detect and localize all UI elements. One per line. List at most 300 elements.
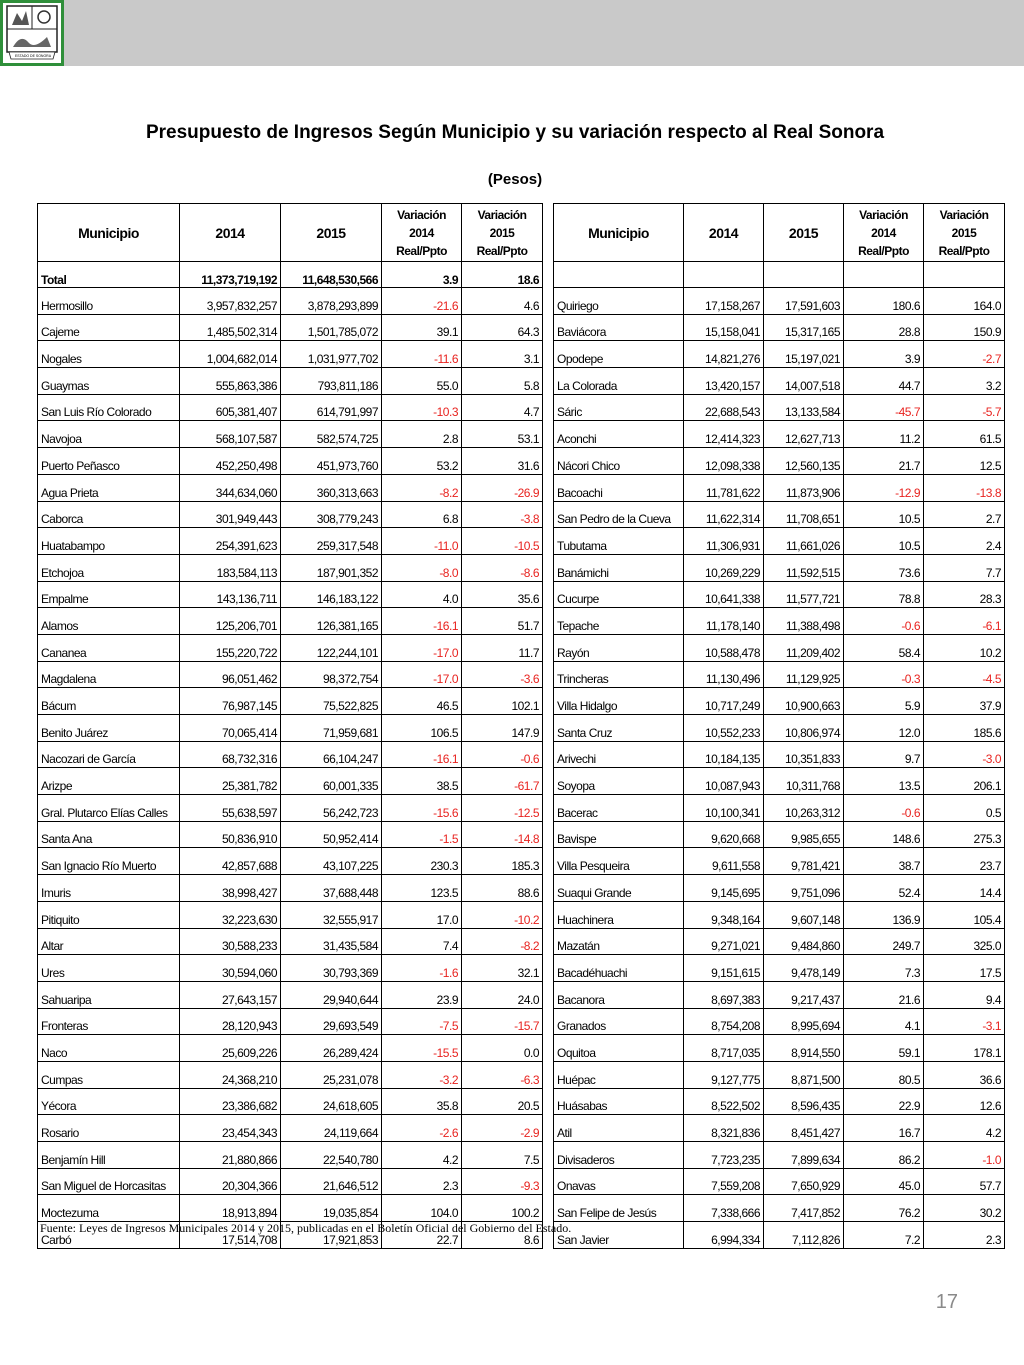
value-2014-cell: 17,158,267 (684, 288, 764, 315)
table-row (38, 875, 543, 902)
value-2014-cell: 11,130,496 (684, 661, 764, 688)
variation-2015-cell: 2.3 (924, 1222, 1005, 1249)
variation-2014-cell: 2.8 (382, 421, 462, 448)
municipio-cell: Onavas (554, 1168, 684, 1195)
variation-2014-cell: 21.6 (844, 981, 924, 1008)
value-2015-cell: 56,242,723 (281, 795, 382, 822)
value-2015-cell: 9,607,148 (764, 901, 844, 928)
value-2015-cell: 10,900,663 (764, 688, 844, 715)
variation-2015-cell: -26.9 (462, 474, 543, 501)
municipio-cell: San Ignacio Río Muerto (38, 848, 180, 875)
municipio-cell: Nogales (38, 341, 180, 368)
value-2014-cell: 28,120,943 (180, 1008, 281, 1035)
variation-2014-cell: 123.5 (382, 875, 462, 902)
table-row (38, 528, 543, 555)
value-2014-cell: 7,723,235 (684, 1142, 764, 1169)
value-2015-cell: 11,209,402 (764, 634, 844, 661)
value-2014-cell: 15,158,041 (684, 314, 764, 341)
table-row (38, 1008, 543, 1035)
variation-2014-cell: 3.9 (844, 341, 924, 368)
municipio-cell: San Luis Río Colorado (38, 394, 180, 421)
value-2014-cell: 10,100,341 (684, 795, 764, 822)
variation-2014-cell: -12.9 (844, 474, 924, 501)
variation-2014-cell: -2.6 (382, 1115, 462, 1142)
table-row (38, 314, 543, 341)
municipio-cell: Bacerac (554, 795, 684, 822)
variation-2015-cell: 51.7 (462, 608, 543, 635)
value-2015-cell: 10,351,833 (764, 741, 844, 768)
value-2015-cell: 7,650,929 (764, 1168, 844, 1195)
variation-2014-cell: 10.5 (844, 528, 924, 555)
municipio-cell: Tepache (554, 608, 684, 635)
municipio-cell: San Pedro de la Cueva (554, 501, 684, 528)
variation-2014-cell: 106.5 (382, 715, 462, 742)
value-2014-cell: 143,136,711 (180, 581, 281, 608)
variation-2015-cell: 37.9 (924, 688, 1005, 715)
municipio-cell: Santa Ana (38, 821, 180, 848)
value-2014-cell: 11,178,140 (684, 608, 764, 635)
table-row (554, 608, 1005, 635)
value-2015-cell: 17,921,853 (281, 1222, 382, 1249)
value-2014-cell: 11,622,314 (684, 501, 764, 528)
value-2015-cell: 24,618,605 (281, 1088, 382, 1115)
variation-2015-cell: -12.5 (462, 795, 543, 822)
variation-2015-cell: 14.4 (924, 875, 1005, 902)
variation-2015-cell: -0.6 (462, 741, 543, 768)
value-2015-cell: 1,501,785,072 (281, 314, 382, 341)
value-2014-cell: 50,836,910 (180, 821, 281, 848)
municipio-cell: Divisaderos (554, 1142, 684, 1169)
value-2014-cell: 8,697,383 (684, 981, 764, 1008)
header-2014: 2014 (180, 204, 281, 262)
variation-2015-cell: -6.1 (924, 608, 1005, 635)
table-row (38, 661, 543, 688)
variation-2015-cell: 102.1 (462, 688, 543, 715)
table-row (38, 1035, 543, 1062)
value-2015-cell: 7,112,826 (764, 1222, 844, 1249)
variation-2015-cell: 5.8 (462, 368, 543, 395)
variation-2015-cell: 8.6 (462, 1222, 543, 1249)
variation-2014-cell: 16.7 (844, 1115, 924, 1142)
municipio-cell: Arivechi (554, 741, 684, 768)
value-2014-cell: 568,107,587 (180, 421, 281, 448)
table-row (38, 821, 543, 848)
variation-2015-cell: 35.6 (462, 581, 543, 608)
value-2015-cell: 9,217,437 (764, 981, 844, 1008)
value-2015-cell: 8,451,427 (764, 1115, 844, 1142)
variation-2015-cell: 12.5 (924, 448, 1005, 475)
value-2015-cell: 21,646,512 (281, 1168, 382, 1195)
value-2015-cell: 30,793,369 (281, 955, 382, 982)
municipio-cell: Bavispe (554, 821, 684, 848)
value-2015-cell: 29,940,644 (281, 981, 382, 1008)
value-2014-cell: 11,306,931 (684, 528, 764, 555)
variation-2014-cell: 249.7 (844, 928, 924, 955)
variation-2014-cell: -16.1 (382, 608, 462, 635)
value-2015-cell: 10,806,974 (764, 715, 844, 742)
variation-2015-cell: 9.4 (924, 981, 1005, 1008)
value-2015-cell: 32,555,917 (281, 901, 382, 928)
variation-2015-cell: -4.5 (924, 661, 1005, 688)
municipio-cell: Opodepe (554, 341, 684, 368)
logo-caption: ESTADO DE SONORA (14, 54, 52, 58)
municipio-cell: Altar (38, 928, 180, 955)
value-2015-cell: 71,959,681 (281, 715, 382, 742)
value-2014-cell: 6,994,334 (684, 1222, 764, 1249)
value-2015-cell: 122,244,101 (281, 634, 382, 661)
table-row (38, 581, 543, 608)
variation-2014-cell: 52.4 (844, 875, 924, 902)
variation-2015-cell: 3.2 (924, 368, 1005, 395)
value-2014-cell: 22,688,543 (684, 394, 764, 421)
header-municipio: Municipio (38, 204, 180, 262)
value-2015-cell: 8,871,500 (764, 1061, 844, 1088)
value-2015-cell: 17,591,603 (764, 288, 844, 315)
table-row (554, 1115, 1005, 1142)
variation-2015-cell: -5.7 (924, 394, 1005, 421)
municipio-cell: San Felipe de Jesús (554, 1195, 684, 1222)
value-2015-cell: 14,007,518 (764, 368, 844, 395)
table-row (554, 821, 1005, 848)
table-row (38, 501, 543, 528)
variation-2015-cell: 325.0 (924, 928, 1005, 955)
table-row (38, 688, 543, 715)
municipio-cell: Pitiquito (38, 901, 180, 928)
municipio-cell: Benito Juárez (38, 715, 180, 742)
variation-2014-cell: -15.6 (382, 795, 462, 822)
table-row (554, 554, 1005, 581)
total-2015: 11,648,530,566 (281, 262, 382, 288)
municipio-cell: Guaymas (38, 368, 180, 395)
value-2014-cell: 9,611,558 (684, 848, 764, 875)
variation-2014-cell: 7.4 (382, 928, 462, 955)
municipio-cell: Santa Cruz (554, 715, 684, 742)
table-row (38, 795, 543, 822)
value-2015-cell: 22,540,780 (281, 1142, 382, 1169)
table-row (38, 608, 543, 635)
variation-2014-cell: -15.5 (382, 1035, 462, 1062)
variation-2015-cell: 2.7 (924, 501, 1005, 528)
value-2014-cell: 8,717,035 (684, 1035, 764, 1062)
municipio-cell: Sahuaripa (38, 981, 180, 1008)
value-2015-cell: 37,688,448 (281, 875, 382, 902)
variation-2015-cell: 4.6 (462, 288, 543, 315)
variation-2014-cell: 2.3 (382, 1168, 462, 1195)
municipio-cell: Fronteras (38, 1008, 180, 1035)
variation-2015-cell: -9.3 (462, 1168, 543, 1195)
table-row (554, 741, 1005, 768)
table-row (554, 448, 1005, 475)
municipio-cell: Cajeme (38, 314, 180, 341)
variation-2014-cell: -16.1 (382, 741, 462, 768)
municipio-cell: Puerto Peñasco (38, 448, 180, 475)
variation-2015-cell: -8.6 (462, 554, 543, 581)
variation-2014-cell: -11.6 (382, 341, 462, 368)
table-row (38, 848, 543, 875)
variation-2014-cell: 17.0 (382, 901, 462, 928)
variation-2015-cell: 7.7 (924, 554, 1005, 581)
value-2014-cell: 9,620,668 (684, 821, 764, 848)
value-2014-cell: 8,754,208 (684, 1008, 764, 1035)
municipio-cell: Agua Prieta (38, 474, 180, 501)
value-2014-cell: 76,987,145 (180, 688, 281, 715)
value-2014-cell: 9,271,021 (684, 928, 764, 955)
municipio-cell: Banámichi (554, 554, 684, 581)
table-row (554, 901, 1005, 928)
variation-2015-cell: 2.4 (924, 528, 1005, 555)
right-budget-table (553, 203, 1005, 1249)
variation-2014-cell: 39.1 (382, 314, 462, 341)
state-logo-frame (0, 0, 64, 66)
municipio-cell: Hermosillo (38, 288, 180, 315)
municipio-cell: Nacozari de García (38, 741, 180, 768)
table-row (554, 394, 1005, 421)
value-2014-cell: 555,863,386 (180, 368, 281, 395)
value-2014-cell: 38,998,427 (180, 875, 281, 902)
value-2014-cell: 11,781,622 (684, 474, 764, 501)
value-2014-cell: 9,348,164 (684, 901, 764, 928)
value-2015-cell: 11,129,925 (764, 661, 844, 688)
value-2015-cell: 614,791,997 (281, 394, 382, 421)
municipio-cell: Magdalena (38, 661, 180, 688)
municipio-cell: Etchojoa (38, 554, 180, 581)
variation-2014-cell: -1.6 (382, 955, 462, 982)
variation-2015-cell: 61.5 (924, 421, 1005, 448)
variation-2015-cell: -8.2 (462, 928, 543, 955)
variation-2015-cell: -13.8 (924, 474, 1005, 501)
variation-2015-cell: 185.6 (924, 715, 1005, 742)
value-2015-cell: 11,873,906 (764, 474, 844, 501)
table-row (38, 741, 543, 768)
left-table-body (38, 288, 543, 1249)
municipio-cell: Ures (38, 955, 180, 982)
variation-2015-cell: -10.2 (462, 901, 543, 928)
variation-2014-cell: 28.8 (844, 314, 924, 341)
variation-2015-cell: 17.5 (924, 955, 1005, 982)
value-2015-cell: 360,313,663 (281, 474, 382, 501)
value-2015-cell: 9,478,149 (764, 955, 844, 982)
variation-2015-cell: -2.7 (924, 341, 1005, 368)
value-2015-cell: 793,811,186 (281, 368, 382, 395)
variation-2014-cell: 38.5 (382, 768, 462, 795)
variation-2015-cell: -14.8 (462, 821, 543, 848)
variation-2014-cell: 86.2 (844, 1142, 924, 1169)
municipio-cell: Sáric (554, 394, 684, 421)
variation-2014-cell: 10.5 (844, 501, 924, 528)
municipio-cell: La Colorada (554, 368, 684, 395)
municipio-cell: Alamos (38, 608, 180, 635)
value-2014-cell: 27,643,157 (180, 981, 281, 1008)
municipio-cell: Rayón (554, 634, 684, 661)
table-row (554, 421, 1005, 448)
value-2015-cell: 31,435,584 (281, 928, 382, 955)
table-row (554, 1061, 1005, 1088)
variation-2014-cell: 104.0 (382, 1195, 462, 1222)
variation-2015-cell: 57.7 (924, 1168, 1005, 1195)
variation-2015-cell: 32.1 (462, 955, 543, 982)
municipio-cell: Benjamín Hill (38, 1142, 180, 1169)
municipio-cell: Navojoa (38, 421, 180, 448)
value-2015-cell: 11,592,515 (764, 554, 844, 581)
variation-2015-cell: 0.5 (924, 795, 1005, 822)
header-variacion-2015: Variación 2015 Real/Ppto (462, 204, 543, 262)
variation-2014-cell: -17.0 (382, 634, 462, 661)
value-2014-cell: 3,957,832,257 (180, 288, 281, 315)
table-row (554, 501, 1005, 528)
variation-2014-cell: 80.5 (844, 1061, 924, 1088)
table-row (38, 928, 543, 955)
municipio-cell: Bacadéhuachi (554, 955, 684, 982)
value-2015-cell: 11,661,026 (764, 528, 844, 555)
municipio-cell: Carbó (38, 1222, 180, 1249)
municipio-cell: Bácum (38, 688, 180, 715)
variation-2015-cell: 88.6 (462, 875, 543, 902)
value-2015-cell: 9,484,860 (764, 928, 844, 955)
table-row (38, 554, 543, 581)
municipio-cell: Villa Hidalgo (554, 688, 684, 715)
right-table-body (554, 288, 1005, 1249)
municipio-cell: Oquitoa (554, 1035, 684, 1062)
value-2014-cell: 42,857,688 (180, 848, 281, 875)
table-row (38, 341, 543, 368)
variation-2014-cell: 46.5 (382, 688, 462, 715)
table-row (38, 1115, 543, 1142)
table-row (554, 981, 1005, 1008)
header-bar (0, 0, 1024, 66)
table-row (38, 634, 543, 661)
value-2014-cell: 10,087,943 (684, 768, 764, 795)
value-2014-cell: 17,514,708 (180, 1222, 281, 1249)
page-subtitle: (Pesos) (487, 171, 543, 188)
value-2014-cell: 23,454,343 (180, 1115, 281, 1142)
value-2014-cell: 9,145,695 (684, 875, 764, 902)
value-2014-cell: 7,559,208 (684, 1168, 764, 1195)
municipio-cell: Mazatán (554, 928, 684, 955)
value-2015-cell: 19,035,854 (281, 1195, 382, 1222)
value-2015-cell: 26,289,424 (281, 1035, 382, 1062)
value-2014-cell: 155,220,722 (180, 634, 281, 661)
value-2015-cell: 7,899,634 (764, 1142, 844, 1169)
value-2015-cell: 9,781,421 (764, 848, 844, 875)
variation-2015-cell: -10.5 (462, 528, 543, 555)
municipio-cell: Huachinera (554, 901, 684, 928)
table-row (38, 368, 543, 395)
value-2015-cell: 9,985,655 (764, 821, 844, 848)
value-2015-cell: 98,372,754 (281, 661, 382, 688)
table-row (554, 1142, 1005, 1169)
municipio-cell: Villa Pesqueira (554, 848, 684, 875)
value-2014-cell: 10,641,338 (684, 581, 764, 608)
page-number: 17 (935, 1291, 958, 1313)
value-2015-cell: 13,133,584 (764, 394, 844, 421)
variation-2015-cell: 4.2 (924, 1115, 1005, 1142)
value-2015-cell: 29,693,549 (281, 1008, 382, 1035)
value-2015-cell: 8,914,550 (764, 1035, 844, 1062)
value-2014-cell: 25,381,782 (180, 768, 281, 795)
value-2014-cell: 125,206,701 (180, 608, 281, 635)
variation-2015-cell: -3.8 (462, 501, 543, 528)
municipio-cell: Granados (554, 1008, 684, 1035)
value-2014-cell: 8,321,836 (684, 1115, 764, 1142)
value-2015-cell: 10,263,312 (764, 795, 844, 822)
municipio-cell: Moctezuma (38, 1195, 180, 1222)
table-row (38, 474, 543, 501)
variation-2014-cell: -7.5 (382, 1008, 462, 1035)
value-2015-cell: 25,231,078 (281, 1061, 382, 1088)
municipio-cell: Huatabampo (38, 528, 180, 555)
header-2015: 2015 (281, 204, 382, 262)
table-row (38, 448, 543, 475)
header-variacion-2014: Variación 2014 Real/Ppto (382, 204, 462, 262)
variation-2014-cell: 4.2 (382, 1142, 462, 1169)
variation-2014-cell: -10.3 (382, 394, 462, 421)
variation-2015-cell: 20.5 (462, 1088, 543, 1115)
value-2015-cell: 9,751,096 (764, 875, 844, 902)
variation-2015-cell: -6.3 (462, 1061, 543, 1088)
value-2014-cell: 68,732,316 (180, 741, 281, 768)
value-2014-cell: 605,381,407 (180, 394, 281, 421)
value-2015-cell: 1,031,977,702 (281, 341, 382, 368)
table-row (38, 955, 543, 982)
value-2014-cell: 70,065,414 (180, 715, 281, 742)
value-2015-cell: 12,627,713 (764, 421, 844, 448)
variation-2015-cell: 147.9 (462, 715, 543, 742)
variation-2014-cell: 13.5 (844, 768, 924, 795)
variation-2014-cell: 45.0 (844, 1168, 924, 1195)
value-2014-cell: 9,127,775 (684, 1061, 764, 1088)
value-2015-cell: 451,973,760 (281, 448, 382, 475)
table-row (38, 981, 543, 1008)
variation-2015-cell: 3.1 (462, 341, 543, 368)
variation-2015-cell: 11.7 (462, 634, 543, 661)
municipio-cell: Aconchi (554, 421, 684, 448)
value-2014-cell: 96,051,462 (180, 661, 281, 688)
variation-2014-cell: 73.6 (844, 554, 924, 581)
variation-2015-cell: 23.7 (924, 848, 1005, 875)
table-row (554, 875, 1005, 902)
total-label: Total (38, 262, 180, 288)
variation-2015-cell: 64.3 (462, 314, 543, 341)
variation-2014-cell: 58.4 (844, 634, 924, 661)
value-2015-cell: 308,779,243 (281, 501, 382, 528)
value-2014-cell: 13,420,157 (684, 368, 764, 395)
municipio-cell: Imuris (38, 875, 180, 902)
value-2015-cell: 43,107,225 (281, 848, 382, 875)
variation-2014-cell: 230.3 (382, 848, 462, 875)
value-2014-cell: 10,269,229 (684, 554, 764, 581)
value-2015-cell: 75,522,825 (281, 688, 382, 715)
variation-2015-cell: -61.7 (462, 768, 543, 795)
variation-2015-cell: 4.7 (462, 394, 543, 421)
table-row (554, 1008, 1005, 1035)
variation-2014-cell: -0.6 (844, 795, 924, 822)
value-2015-cell: 8,995,694 (764, 1008, 844, 1035)
value-2014-cell: 10,717,249 (684, 688, 764, 715)
variation-2014-cell: 23.9 (382, 981, 462, 1008)
variation-2014-cell: -1.5 (382, 821, 462, 848)
value-2014-cell: 301,949,443 (180, 501, 281, 528)
municipio-cell: Soyopa (554, 768, 684, 795)
table-row (554, 955, 1005, 982)
variation-2014-cell: 7.2 (844, 1222, 924, 1249)
table-row (554, 848, 1005, 875)
value-2015-cell: 60,001,335 (281, 768, 382, 795)
table-row (38, 1195, 543, 1222)
variation-2014-cell: 78.8 (844, 581, 924, 608)
variation-2014-cell: 76.2 (844, 1195, 924, 1222)
variation-2015-cell: 36.6 (924, 1061, 1005, 1088)
variation-2015-cell: 53.1 (462, 421, 543, 448)
